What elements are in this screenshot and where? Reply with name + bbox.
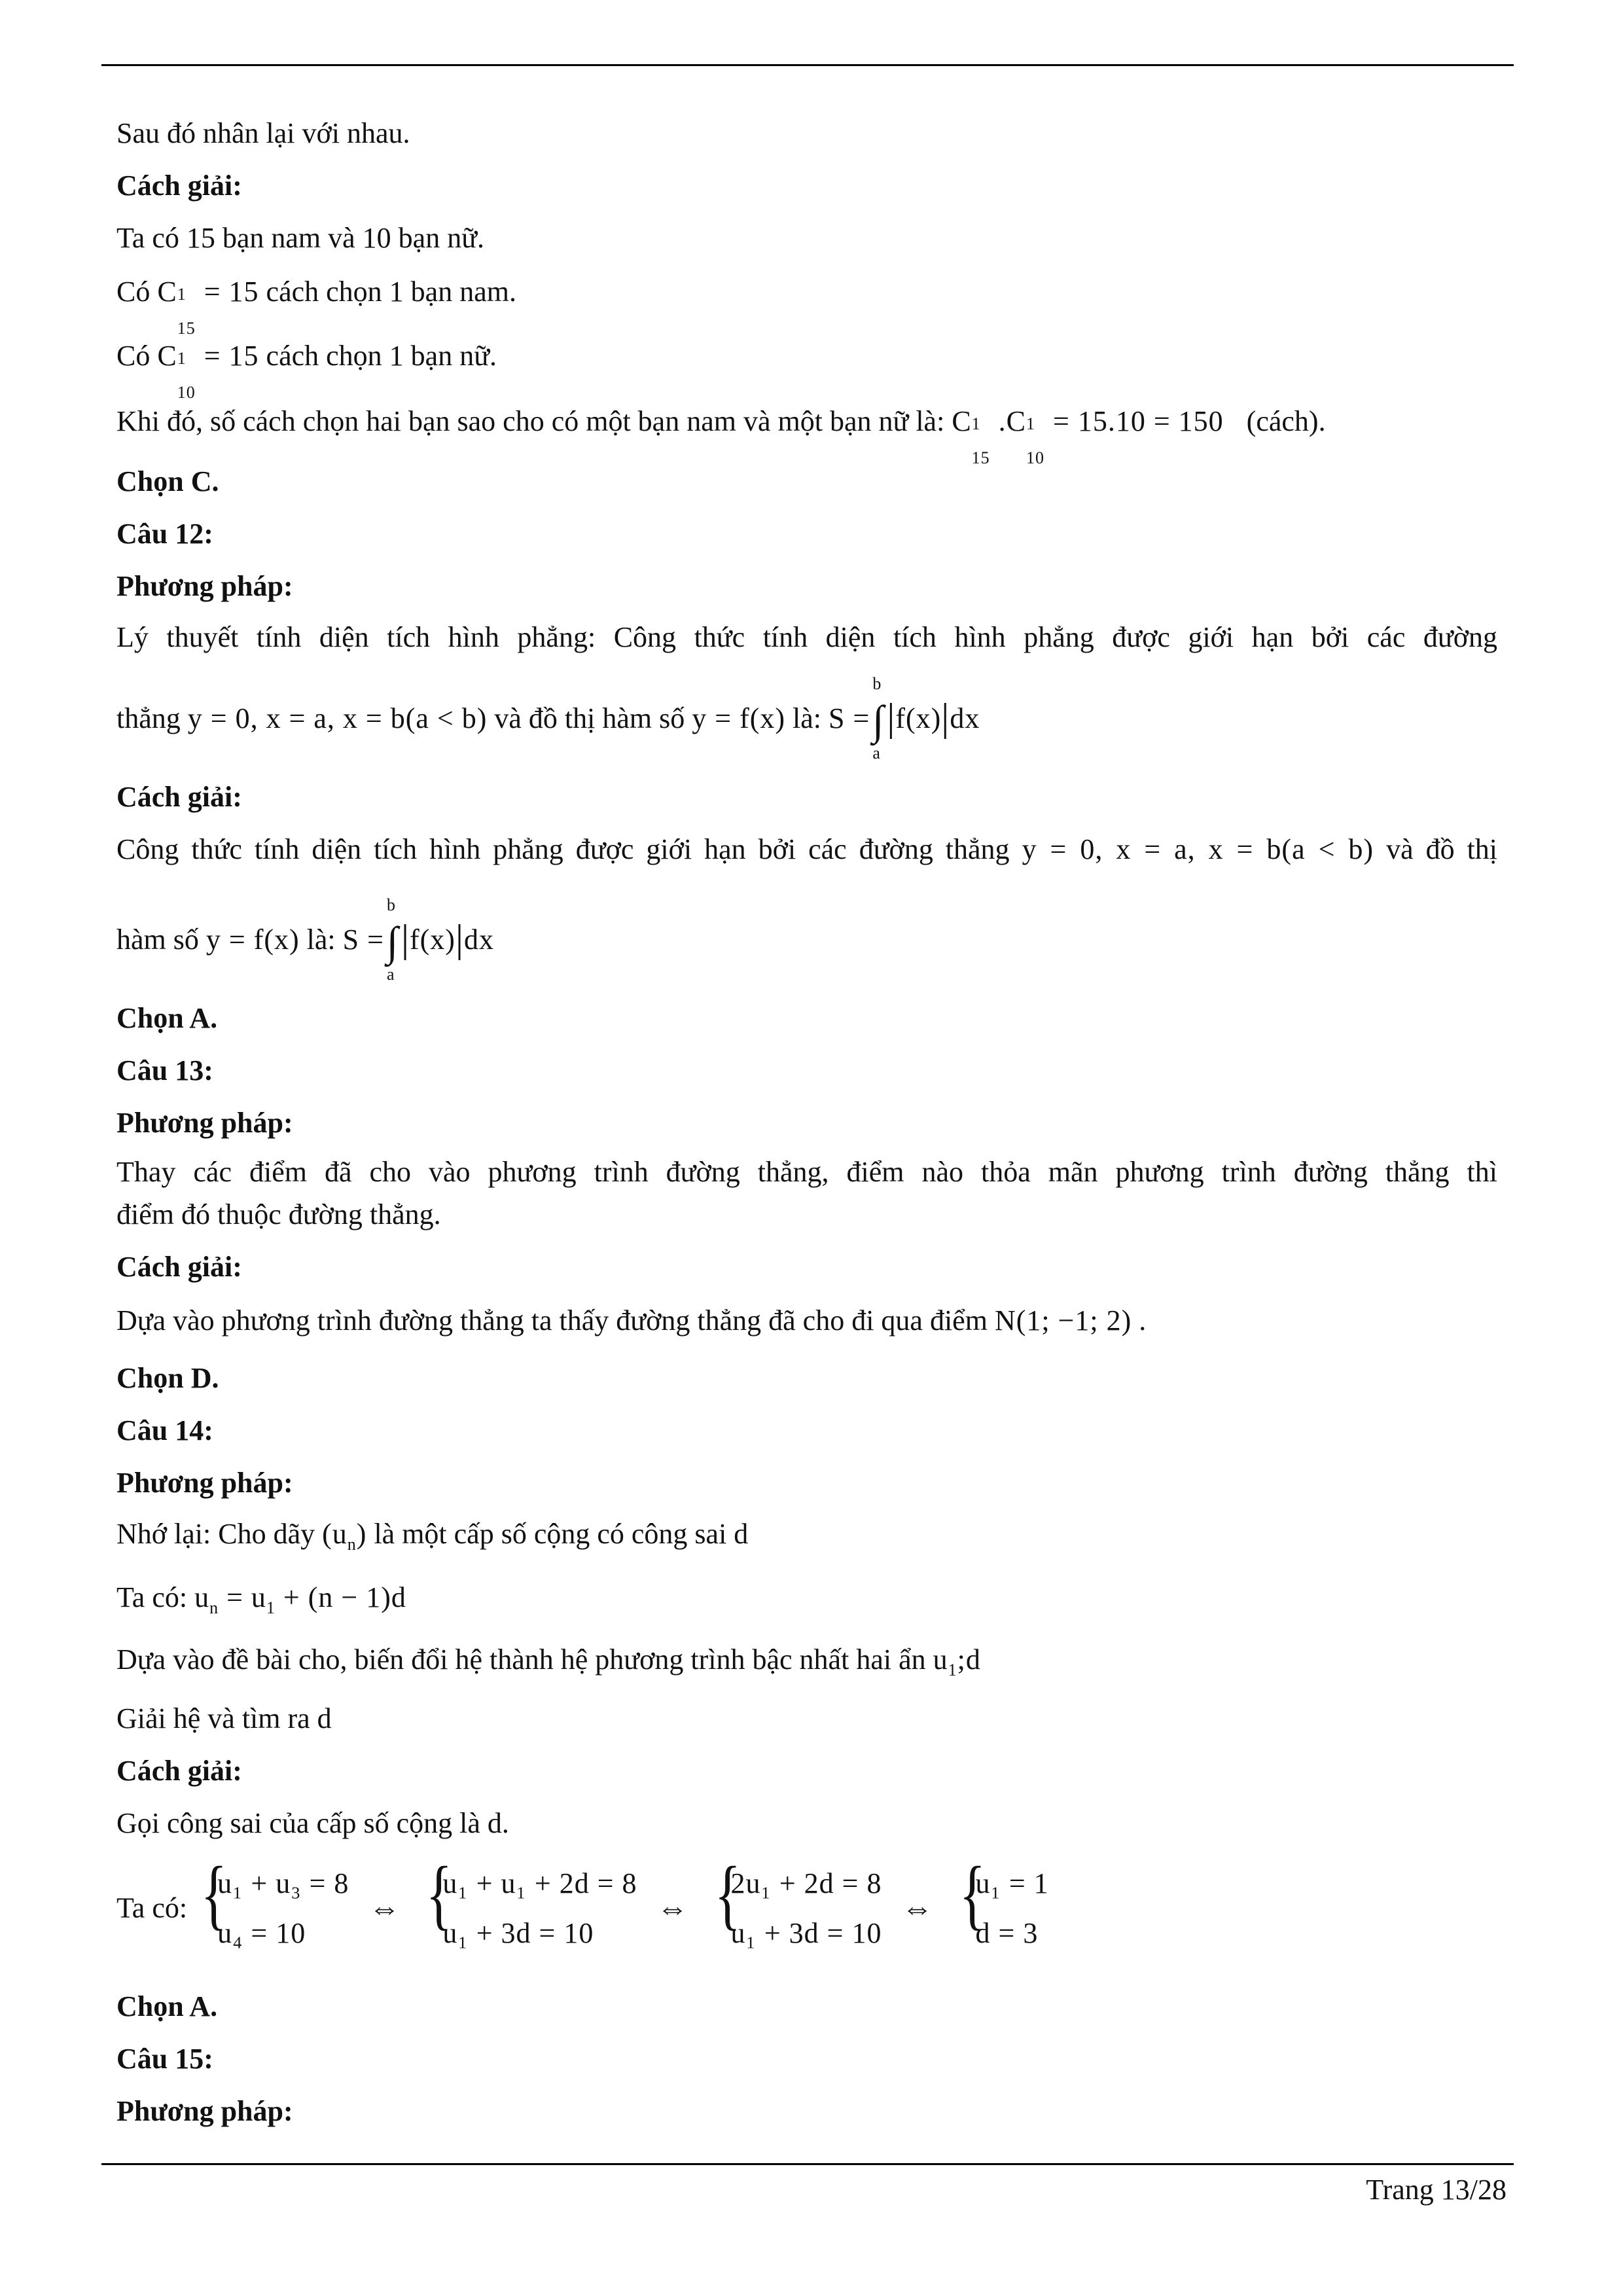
heading-cach-giai: Cách giải:	[116, 1251, 242, 1283]
math-system-chain	[116, 1850, 1049, 1958]
text: Dựa vào đề bài cho, biến đổi hệ thành hệ phương trình bậc nhất hai ẩn	[116, 1643, 926, 1676]
math-un-formula: $u_n = u_1 + (n - 1)d$	[194, 1581, 406, 1617]
text-line-integral	[116, 895, 494, 984]
text: Có	[116, 276, 151, 308]
math-unknowns: $u_1;d$	[933, 1643, 981, 1679]
text-line: Gọi công sai của cấp số cộng là d.	[116, 1807, 509, 1839]
heading-phuong-phap: Phương pháp:	[116, 570, 293, 602]
text: là một cấp số cộng có công sai d	[374, 1518, 749, 1550]
text-line-integral	[116, 674, 980, 762]
page-number: Trang 13/28	[1366, 2174, 1507, 2206]
text: Có	[116, 340, 151, 372]
answer-chon-a: Chọn A.	[116, 1002, 218, 1034]
heading-cau-15: Câu 15:	[116, 2043, 213, 2075]
text: (cách).	[1246, 405, 1326, 437]
heading-cach-giai: Cách giải:	[116, 170, 242, 202]
heading-phuong-phap: Phương pháp:	[116, 1107, 293, 1139]
text-line: Sau đó nhân lại với nhau.	[116, 117, 410, 149]
text: hàm số	[116, 924, 199, 956]
text-line: điểm đó thuộc đường thẳng.	[116, 1198, 441, 1230]
text: là:	[793, 702, 822, 734]
text: thẳng	[116, 702, 181, 734]
text-line: Thay các điểm đã cho vào phương trình đường thẳng, điểm nào thỏa mãn phương trình đường thẳng thì	[116, 1156, 1497, 1188]
heading-phuong-phap: Phương pháp:	[116, 1467, 293, 1499]
math-c10: C 1 10 = 15	[157, 340, 259, 402]
system-3: { 2u₁ + 2d = 8 u₁ + 3d = 10	[714, 1850, 882, 1949]
math-conditions: y = 0, x = a, x = b(a < b)	[1022, 833, 1374, 865]
equivalent-icon: ⇔	[368, 1891, 401, 1926]
equivalent-icon: ⇔	[901, 1891, 934, 1926]
system-2: { u₁ + u₁ + 2d = 8 u₁ + 3d = 10	[426, 1850, 637, 1949]
text-line-formula	[116, 1581, 406, 1618]
text: Ta có:	[116, 1892, 188, 1924]
text-line-product	[116, 404, 1326, 467]
text: và đồ thị	[1386, 833, 1498, 865]
math-point-n: N(1; −1; 2)	[994, 1304, 1132, 1336]
heading-cau-14: Câu 14:	[116, 1414, 213, 1446]
system-4: { u₁ = 1 d = 3	[959, 1850, 1049, 1949]
text: là:	[306, 924, 336, 956]
system-1: { u₁ + u₃ = 8 u₄ = 10	[200, 1850, 349, 1949]
math-area-formula: S =∫ b a |f(x)|dx	[829, 674, 980, 762]
text: Nhớ lại: Cho dãy	[116, 1518, 315, 1550]
math-conditions: y = 0, x = a, x = b(a < b)	[187, 702, 488, 734]
heading-cach-giai: Cách giải:	[116, 1755, 242, 1787]
text-line-c10	[116, 339, 497, 402]
text: Dựa vào phương trình đường thẳng ta thấy đường thẳng đã cho đi qua điểm	[116, 1304, 988, 1336]
answer-chon-a: Chọn A.	[116, 1990, 218, 2022]
answer-chon-d: Chọn D.	[116, 1362, 219, 1394]
text: .	[1139, 1304, 1147, 1336]
heading-cau-12: Câu 12:	[116, 518, 213, 550]
text-line-c15	[116, 275, 516, 338]
text-line-sequence	[116, 1517, 748, 1554]
header-rule	[101, 64, 1514, 66]
text: và đồ thị hàm số	[494, 702, 685, 734]
math-un: $(u_n)$	[322, 1518, 367, 1554]
text-line-area	[116, 833, 1497, 867]
math-product: C 1 15 .C 1 10 = 15.10 = 150	[952, 405, 1224, 467]
text: cách chọn 1 bạn nam.	[266, 276, 516, 308]
text: Công thức tính diện tích hình phẳng được giới hạn bởi các đường thẳng	[116, 833, 1010, 865]
text: Ta có:	[116, 1581, 188, 1613]
text-line: Ta có 15 bạn nam và 10 bạn nữ.	[116, 222, 485, 254]
heading-cach-giai: Cách giải:	[116, 781, 242, 813]
footer-rule	[101, 2163, 1514, 2165]
answer-chon-c: Chọn C.	[116, 465, 219, 497]
math-area-formula: S =∫ b a |f(x)|dx	[342, 895, 494, 984]
math-function: y = f(x)	[692, 702, 786, 734]
equivalent-icon: ⇔	[656, 1891, 689, 1926]
text-line: Giải hệ và tìm ra d	[116, 1702, 332, 1734]
text-line: Lý thuyết tính diện tích hình phẳng: Công thức tính diện tích hình phẳng được giới hạn bởi các đường	[116, 621, 1497, 653]
heading-cau-13: Câu 13:	[116, 1054, 213, 1086]
text: Khi đó, số cách chọn hai bạn sao cho có một bạn nam và một bạn nữ là:	[116, 405, 945, 437]
math-function: y = f(x)	[205, 924, 300, 956]
text-line-point	[116, 1304, 1146, 1338]
text-line-unknowns	[116, 1643, 981, 1680]
text: cách chọn 1 bạn nữ.	[266, 340, 497, 372]
heading-phuong-phap: Phương pháp:	[116, 2095, 293, 2127]
math-c15: C 1 15 = 15	[157, 276, 259, 338]
